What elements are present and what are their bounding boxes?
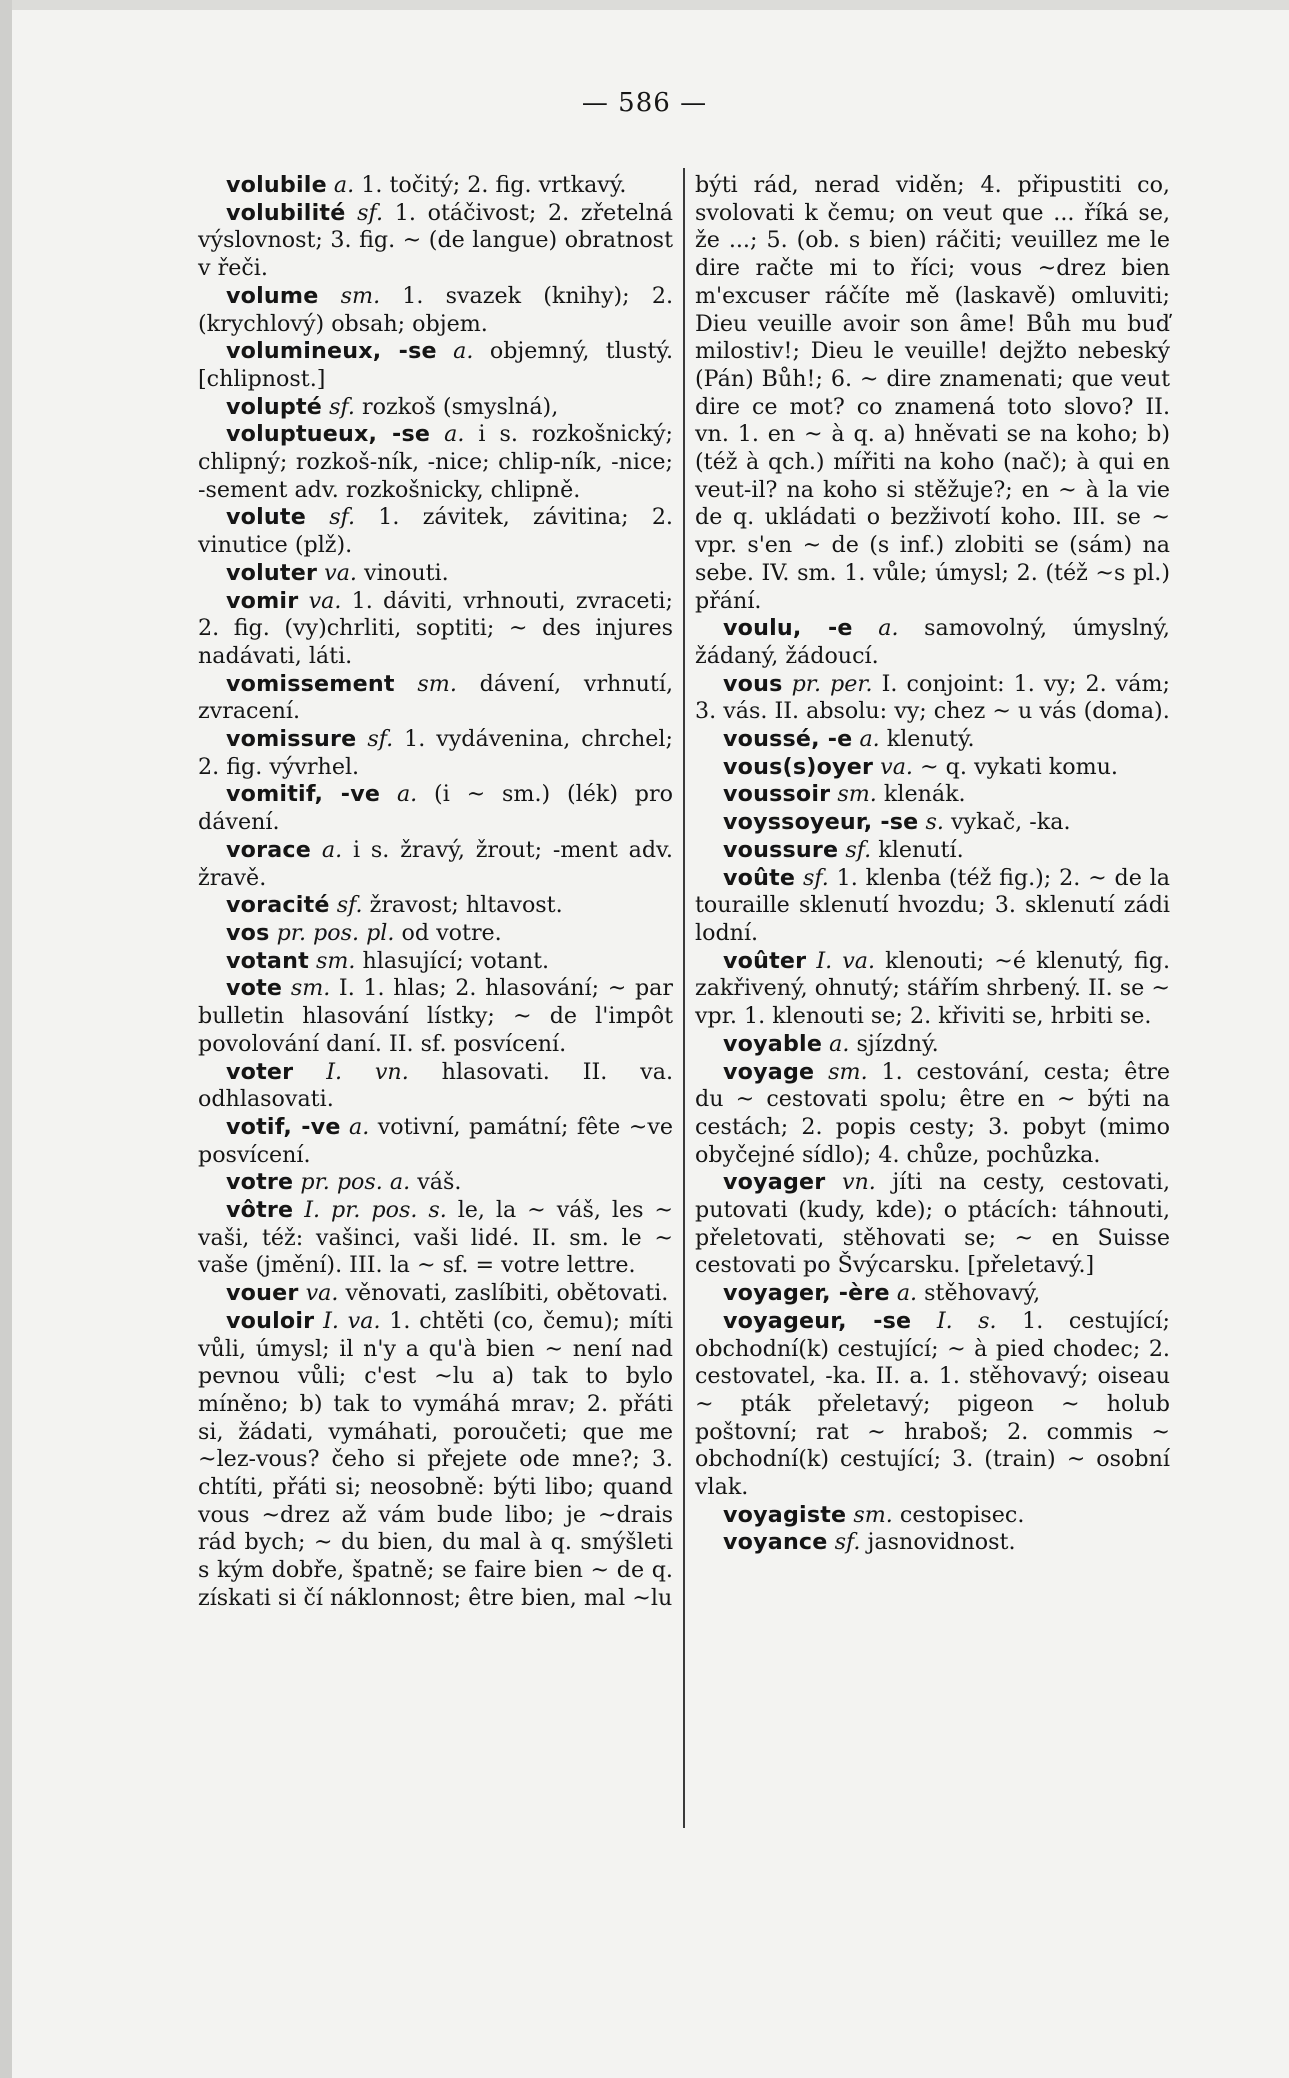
dictionary-entry bbox=[198, 504, 673, 559]
entry-grammar: sf. bbox=[329, 393, 355, 420]
entry-headword: volubile bbox=[226, 172, 327, 198]
entry-definition: žravost; hltavost. bbox=[362, 892, 563, 919]
dictionary-entry bbox=[695, 837, 1170, 865]
dictionary-entry bbox=[695, 948, 1170, 1031]
entry-headword: voyageur, -se bbox=[723, 1307, 912, 1334]
entry-grammar: a. bbox=[829, 1030, 850, 1057]
dictionary-entry bbox=[695, 754, 1170, 782]
entry-definition: I. 1. hlas; 2. hlasování; ~ par bulletin hlasování lístky; ~ de l'impôt povolování daní. II. sf. posvícení. bbox=[198, 975, 673, 1057]
entry-definition: klenutý. bbox=[879, 726, 975, 753]
entry-definition: dávení, vrhnutí, zvracení. bbox=[198, 670, 673, 725]
entry-headword: volubilité bbox=[226, 199, 346, 226]
entry-headword: voussoir bbox=[723, 781, 831, 808]
entry-headword: voûte bbox=[723, 864, 796, 891]
entry-headword: voyage bbox=[723, 1058, 815, 1085]
entry-grammar: sf. bbox=[845, 836, 872, 863]
entry-grammar: a. bbox=[349, 1113, 370, 1140]
entry-headword: vous bbox=[723, 670, 783, 697]
dictionary-entry bbox=[198, 920, 673, 948]
entry-grammar: va. bbox=[308, 587, 342, 614]
entry-definition: hlasující; votant. bbox=[355, 947, 550, 974]
entry-headword: vôtre bbox=[226, 1197, 294, 1224]
entry-grammar: sm. bbox=[290, 975, 331, 1002]
dictionary-entry bbox=[198, 1197, 673, 1280]
entry-definition: sjízdný. bbox=[849, 1030, 939, 1057]
entry-headword: voyager, -ère bbox=[723, 1280, 890, 1307]
columns bbox=[198, 172, 1170, 1613]
dictionary-entry bbox=[198, 837, 673, 892]
entry-definition: 1. chtěti (co, čemu); míti vůli, úmysl; il n'y a qu'à bien ~ není nad pevnou vůli; c'est ~lu a) tak to bylo míněno; b) tak to vymáhá mrav; 2. přáti si, žádati, vymáhati, poroučeti; que me ~lez-vous? čeho si přejete ode mne?; 3. chtíti, přáti si; neosobně: býti libo; quand vous ~drez až vám bude libo; je ~drais rád bych; ~ du bien, du mal à q. smýšleti s kým dobře, špatně; se faire bien ~ de q. získati si čí náklonnost; être bien, mal ~lu bbox=[198, 1307, 673, 1611]
entry-headword: vomissure bbox=[226, 726, 357, 753]
scan-border-top bbox=[0, 0, 1289, 10]
entry-headword: volute bbox=[226, 504, 306, 531]
dictionary-entry bbox=[198, 726, 673, 781]
entry-headword: votre bbox=[226, 1169, 294, 1196]
entry-grammar: a. bbox=[444, 421, 465, 448]
entry-headword: volupté bbox=[226, 393, 323, 420]
entry-grammar: vn. bbox=[841, 1169, 876, 1196]
dictionary-entry bbox=[198, 588, 673, 671]
entry-headword: voyagiste bbox=[723, 1501, 847, 1528]
entry-headword: vomitif, -ve bbox=[226, 781, 381, 808]
dictionary-entry bbox=[695, 1169, 1170, 1280]
entry-grammar: sf. bbox=[367, 726, 394, 753]
dictionary-entry bbox=[198, 892, 673, 920]
entry-headword: votif, -ve bbox=[226, 1113, 341, 1140]
page-number: — 586 — bbox=[581, 88, 708, 118]
entry-headword: voussé, -e bbox=[723, 726, 853, 753]
entry-grammar: I. s. bbox=[936, 1307, 997, 1334]
dictionary-entry bbox=[695, 781, 1170, 809]
entry-definition: stěhovavý, bbox=[917, 1280, 1041, 1307]
entry-headword: vomir bbox=[226, 587, 299, 614]
entry-grammar: I. vn. bbox=[326, 1058, 409, 1085]
entry-grammar: sm. bbox=[340, 282, 381, 309]
entry-definition: váš. bbox=[410, 1169, 462, 1196]
entry-headword: voter bbox=[226, 1058, 294, 1085]
entry-definition: vinouti. bbox=[357, 559, 449, 586]
entry-definition: 1. točitý; 2. fig. vrtkavý. bbox=[354, 172, 627, 198]
entry-definition: 1. závitek, závitina; 2. vinutice (plž). bbox=[198, 504, 673, 559]
entry-headword: volumineux, -se bbox=[226, 338, 437, 365]
dictionary-entry bbox=[198, 1114, 673, 1169]
entry-definition: jíti na cesty, cestovati, putovati (kudy, kde); o ptácích: táhnouti, přeletovati, stěhovati se; ~ en Suisse cestovati po Švýcarsku. [přeletavý.] bbox=[695, 1169, 1170, 1279]
entry-headword: voûter bbox=[723, 947, 807, 974]
entry-headword: voyssoyeur, -se bbox=[723, 809, 919, 836]
dictionary-entry bbox=[198, 283, 673, 338]
entry-definition: i s. rozkošnický; chlipný; rozkoš-ník, -nice; chlip-ník, -nice; -sement adv. rozkošnicky, chlipně. bbox=[198, 421, 673, 503]
entry-headword: voluter bbox=[226, 559, 318, 586]
entry-definition: klenouti; ~é klenutý, fig. zakřivený, ohnutý; stářím shrbený. II. se ~ vpr. 1. klenouti se; 2. křiviti se, hrbiti se. bbox=[695, 947, 1170, 1030]
dictionary-entry bbox=[695, 615, 1170, 670]
entry-grammar: a. bbox=[396, 781, 418, 808]
entry-grammar: s. bbox=[925, 809, 944, 836]
entry-definition: 1. vydávenina, chrchel; 2. fig. vývrhel. bbox=[198, 726, 673, 780]
entry-grammar: a. bbox=[878, 615, 899, 642]
dictionary-entry bbox=[198, 1308, 673, 1613]
dictionary-entry bbox=[198, 200, 673, 283]
entry-definition: jasnovidnost. bbox=[860, 1529, 1016, 1556]
entry-headword: voyager bbox=[723, 1169, 826, 1196]
entry-definition: 1. svazek (knihy); 2. (krychlový) obsah; objem. bbox=[198, 282, 673, 337]
entry-grammar: va. bbox=[324, 559, 357, 586]
entry-grammar: pr. per. bbox=[791, 670, 873, 697]
entry-definition: klenutí. bbox=[871, 836, 964, 863]
entry-grammar: sf. bbox=[329, 504, 356, 531]
dictionary-entry bbox=[198, 1059, 673, 1114]
left-column bbox=[198, 172, 673, 1613]
entry-grammar: sm. bbox=[853, 1501, 893, 1528]
entry-grammar: a. bbox=[453, 338, 474, 365]
dictionary-entry bbox=[695, 172, 1170, 615]
entry-grammar: a. bbox=[896, 1280, 918, 1307]
dictionary-entry bbox=[695, 1031, 1170, 1059]
entry-definition: věnovati, zaslíbiti, obětovati. bbox=[338, 1280, 669, 1307]
entry-grammar: I. pr. pos. s. bbox=[304, 1197, 447, 1224]
entry-headword: vorace bbox=[226, 836, 312, 863]
entry-definition: 1. klenba (též fig.); 2. ~ de la touraille sklenutí hvozdu; 3. sklenutí zádi lodní. bbox=[695, 864, 1170, 946]
entry-definition: 1. otáčivost; 2. zřetelná výslovnost; 3. fig. ~ (de langue) obratnost v řeči. bbox=[198, 199, 673, 282]
entry-definition: klenák. bbox=[876, 781, 966, 808]
entry-headword: voyance bbox=[723, 1529, 828, 1556]
dictionary-entry bbox=[198, 1280, 673, 1308]
entry-definition: býti rád, nerad viděn; 4. připustiti co, svolovati k čemu; on veut que ... říká se, že ...; 5. (ob. s bien) ráčiti; veuillez me le dire račte mi to říci; vous ~drez bien m'excuser ráčíte mě (laskavě) omluviti; Dieu veuille avoir son âme! Bůh mu buď milostiv!; Dieu le veuille! dejžto nebeský (Pán) Bůh!; 6. ~ dire znamenati; que veut dire ce mot? co znamená toto slovo? II. vn. 1. en ~ à q. a) hněvati se na koho; b) (též à qch.) mířiti na koho (nač); à qui en veut-il? na koho si stěžuje?; en ~ à la vie de q. ukládati o bezživotí koho. III. se ~ vpr. s'en ~ de (s inf.) zlobiti se (sám) na sebe. IV. sm. 1. vůle; úmysl; 2. (též ~s pl.) přání. bbox=[695, 172, 1170, 614]
entry-grammar: sm. bbox=[828, 1058, 868, 1085]
right-column bbox=[695, 172, 1170, 1613]
dictionary-entry bbox=[695, 1280, 1170, 1308]
entry-grammar: a. bbox=[321, 836, 343, 863]
dictionary-entry bbox=[695, 1502, 1170, 1530]
entry-definition: le, la ~ váš, les ~ vaši, též: vašinci, vaši lidé. II. sm. le ~ vaše (jmění). III. la ~ sf. = votre lettre. bbox=[198, 1197, 673, 1279]
entry-definition: hlasovati. II. va. odhlasovati. bbox=[198, 1058, 673, 1113]
dictionary-entry bbox=[198, 1169, 673, 1197]
entry-headword: volume bbox=[226, 282, 319, 309]
dictionary-entry bbox=[695, 1059, 1170, 1170]
entry-grammar: I. va. bbox=[816, 947, 876, 974]
entry-definition: od votre. bbox=[394, 919, 502, 946]
entry-headword: vous(s)oyer bbox=[723, 753, 874, 780]
scan-border-left bbox=[0, 0, 12, 2078]
dictionary-entry bbox=[198, 421, 673, 504]
entry-grammar: pr. pos. a. bbox=[300, 1169, 411, 1196]
entry-grammar: sf. bbox=[357, 199, 384, 226]
entry-definition: cestopisec. bbox=[892, 1501, 1025, 1528]
dictionary-entry bbox=[198, 172, 673, 200]
entry-grammar: a. bbox=[333, 172, 355, 198]
entry-headword: voussure bbox=[723, 836, 839, 863]
dictionary-entry bbox=[695, 671, 1170, 726]
entry-headword: vos bbox=[226, 919, 270, 946]
entry-headword: vouloir bbox=[226, 1307, 315, 1334]
entry-grammar: va. bbox=[880, 753, 913, 780]
entry-definition: objemný, tlustý. [chlipnost.] bbox=[198, 338, 674, 392]
entry-definition: vykač, -ka. bbox=[943, 809, 1071, 836]
dictionary-entry bbox=[198, 781, 673, 836]
entry-definition: rozkoš (smyslná), bbox=[354, 393, 559, 420]
entry-headword: votant bbox=[226, 947, 309, 974]
entry-definition: 1. dáviti, vrhnouti, zvraceti; 2. fig. (vy)chrliti, soptiti; ~ des injures nadávati, láti. bbox=[198, 587, 673, 669]
entry-grammar: sm. bbox=[837, 781, 877, 808]
entry-headword: vomissement bbox=[226, 670, 395, 697]
entry-definition: I. conjoint: 1. vy; 2. vám; 3. vás. II. absolu: vy; chez ~ u vás (doma). bbox=[695, 670, 1170, 725]
dictionary-entry bbox=[695, 865, 1170, 948]
entry-grammar: I. va. bbox=[323, 1307, 381, 1334]
entry-grammar: a. bbox=[859, 726, 880, 753]
entry-grammar: pr. pos. pl. bbox=[276, 919, 395, 946]
dictionary-entry bbox=[695, 1308, 1170, 1502]
dictionary-entry bbox=[695, 1529, 1170, 1557]
entry-definition: 1. cestující; obchodní(k) cestující; ~ à pied chodec; 2. cestovatel, -ka. II. a. 1. stěhovavý; oiseau ~ pták přeletavý; pigeon ~ holub poštovní; rat ~ hraboš; 2. commis ~ obchodní(k) cestující; 3. (train) ~ osobní vlak. bbox=[695, 1307, 1171, 1501]
dictionary-entry bbox=[198, 948, 673, 976]
entry-definition: (i ~ sm.) (lék) pro dávení. bbox=[198, 781, 673, 836]
entry-grammar: sf. bbox=[802, 864, 829, 891]
entry-grammar: sf. bbox=[834, 1529, 861, 1556]
dictionary-entry bbox=[695, 809, 1170, 837]
dictionary-entry bbox=[198, 394, 673, 422]
entry-grammar: va. bbox=[305, 1280, 339, 1307]
entry-headword: vote bbox=[226, 975, 283, 1002]
entry-headword: voluptueux, -se bbox=[226, 421, 431, 448]
entry-grammar: sf. bbox=[336, 892, 363, 919]
entry-definition: i s. žravý, žrout; -ment adv. žravě. bbox=[198, 836, 673, 891]
entry-definition: 1. cestování, cesta; être du ~ cestovati spolu; être en ~ býti na cestách; 2. popis cesty; 3. pobyt (mimo obyčejné sídlo); 4. chůze, pochůzka. bbox=[695, 1058, 1170, 1168]
dictionary-entry bbox=[198, 975, 673, 1058]
entry-definition: ~ q. vykati komu. bbox=[912, 753, 1118, 780]
dictionary-entry bbox=[198, 560, 673, 588]
dictionary-entry bbox=[695, 726, 1170, 754]
dictionary-entry bbox=[198, 338, 673, 393]
entry-grammar: sm. bbox=[417, 670, 457, 697]
entry-headword: voracité bbox=[226, 892, 330, 919]
entry-definition: samovolný, úmyslný, žádaný, žádoucí. bbox=[695, 615, 1170, 669]
entry-definition: votivní, památní; fête ~ve posvícení. bbox=[198, 1113, 673, 1168]
dictionary-entry bbox=[198, 671, 673, 726]
entry-headword: vouer bbox=[226, 1280, 299, 1307]
entry-headword: voulu, -e bbox=[723, 615, 853, 642]
entry-grammar: sm. bbox=[315, 947, 356, 974]
entry-headword: voyable bbox=[723, 1030, 823, 1057]
